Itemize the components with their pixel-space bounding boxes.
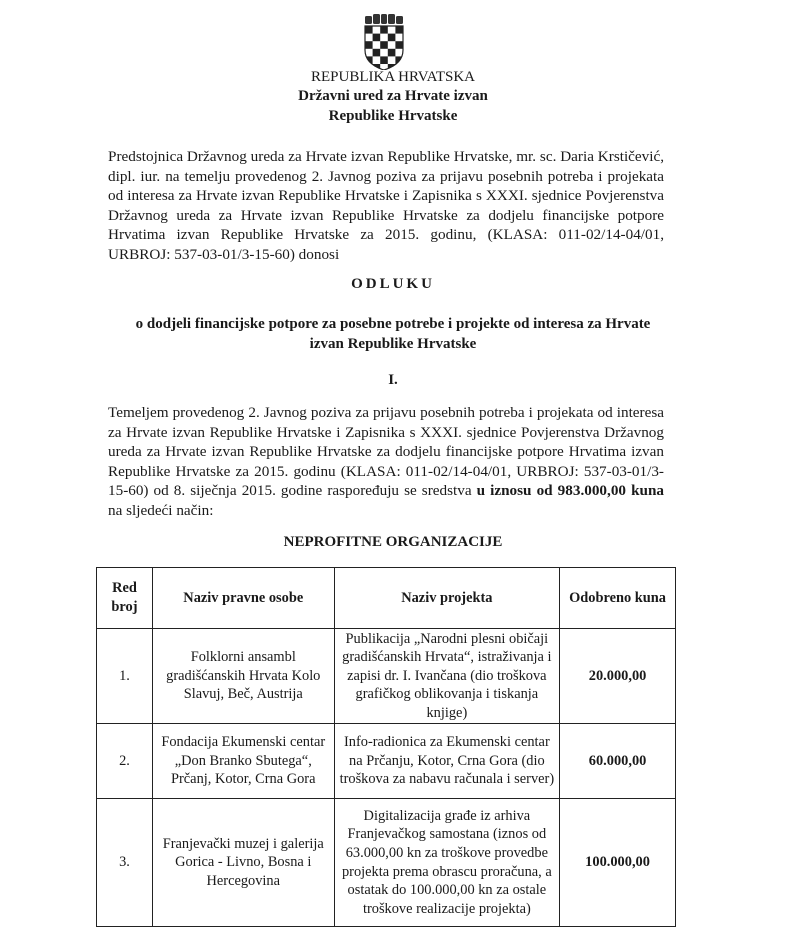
section-number: I. (388, 372, 398, 388)
table-row (97, 724, 676, 799)
row-project: Digitalizacija građe iz arhiva Franjevačkog samostana (iznos od 63.000,00 kn za troškove provedbe projekta prema obrascu proračuna, a ostatak do 100.000,00 kn za ostale troškove realizacije projekta) (334, 799, 560, 927)
row-amount: 100.000,00 (560, 799, 676, 927)
section-paragraph (108, 403, 664, 521)
decision-subtitle-line2: izvan Republike Hrvatske (309, 336, 477, 352)
row-entity: Franjevački muzej i galerija Gorica - Livno, Bosna i Hercegovina (152, 799, 334, 927)
row-number: 1. (97, 629, 153, 724)
header-office-line2: Republike Hrvatske (328, 108, 458, 124)
grants-table (96, 567, 676, 927)
row-entity: Fondacija Ekumenski centar „Don Branko Sbutega“, Prčanj, Kotor, Crna Gora (152, 724, 334, 799)
row-project: Info-radionica za Ekumenski centar na Prčanju, Kotor, Crna Gora (dio troškova za nabavu računala i server) (334, 724, 560, 799)
header-red-broj: Red broj (97, 568, 153, 629)
decision-title: ODLUKU (351, 276, 435, 292)
intro-paragraph: Predstojnica Državnog ureda za Hrvate izvan Republike Hrvatske, mr. sc. Daria Krstičević, dipl. iur. na temelju provedenog 2. Javnog poziva za prijavu posebnih potreba i projekata od interesa za Hrvate izvan Republike Hrvatske i Zapisnika s XXXI. sjednice Povjerenstva Državnog ureda za Hrvate izvan Republike Hrvatske za dodjelu financijske potpore Hrvatima izvan Republike Hrvatske za 2015. godinu, (KLASA: 011-02/14-04/01, URBROJ: 537-03-01/3-15-60) donosi (108, 148, 664, 263)
row-number: 3. (97, 799, 153, 927)
row-entity: Folklorni ansambl gradišćanskih Hrvata Kolo Slavuj, Beč, Austrija (152, 629, 334, 724)
row-amount: 20.000,00 (560, 629, 676, 724)
decision-subtitle-line1: o dodjeli financijske potpore za posebne potrebe i projekte od interesa za Hrvate (135, 316, 651, 332)
header-republic: REPUBLIKA HRVATSKA (311, 69, 475, 85)
row-project: Publikacija „Narodni plesni običaji gradišćanskih Hrvata“, istraživanja i zapisi dr. I. Ivančana (dio troškova grafičkog oblikovanja i tiskanja knjige) (334, 629, 560, 724)
header-naziv-pravne-osobe: Naziv pravne osobe (152, 568, 334, 629)
table-title: NEPROFITNE ORGANIZACIJE (283, 534, 503, 550)
section-paragraph-end: na sljedeći način: (108, 501, 214, 519)
header-odobreno-kuna: Odobreno kuna (560, 568, 676, 629)
header-naziv-projekta: Naziv projekta (334, 568, 560, 629)
row-amount: 60.000,00 (560, 724, 676, 799)
table-header-row (97, 568, 676, 629)
row-number: 2. (97, 724, 153, 799)
table-row (97, 629, 676, 724)
header-office-line1: Državni ured za Hrvate izvan (298, 88, 488, 104)
section-paragraph-amount: u iznosu od 983.000,00 kuna (476, 482, 665, 500)
section-paragraph-start: Temeljem provedenog 2. Javnog poziva za prijavu posebnih potreba i projekata od interesa za Hrvate izvan Republike Hrvatske i Zapisnika s XXXI. sjednice Povjerenstva Državnog ureda za Hrvate izvan Republike Hrvatske za dodjelu financijske potpore Hrvatima izvan Republike Hrvatske za 2015. godinu (KLASA: 011-02/14-04/01, URBROJ: 537-03-01/3-15-60) od 8. siječnja 2015. godine raspoređuju se sredstva (108, 404, 664, 500)
croatian-coat-of-arms-icon (362, 14, 406, 70)
table-row (97, 799, 676, 927)
